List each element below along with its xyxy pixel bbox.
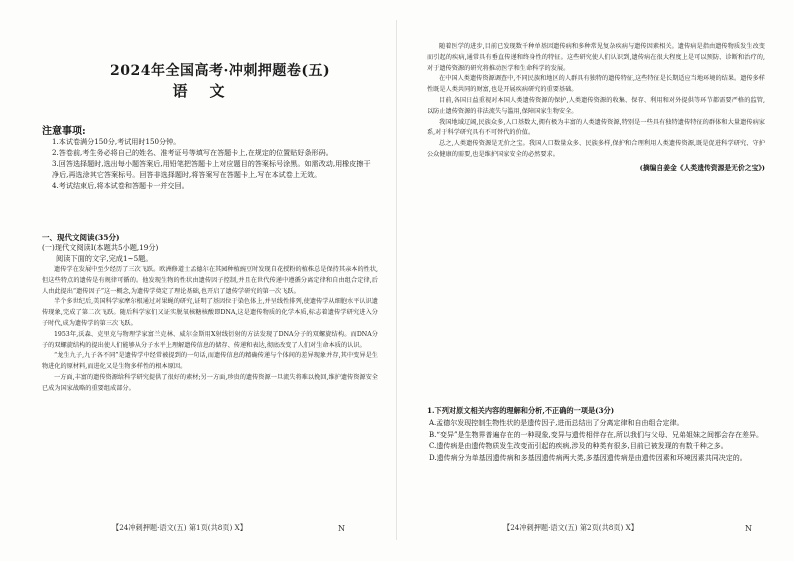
passage-paragraph: 随着医学的进步,目前已发现数千种单基因遗传病和多种常见复杂疾病与遗传因素相关。遗传病是指由遗传物质发生改变而引起的疾病,通常具有垂直传递和终身性的特征。这些研究使人们认识到,遗传病在很大程度上是可以预防、诊断和治疗的,对于遗传资源的研究将推动医学和生命科学的发展。 xyxy=(427,43,765,72)
option-b: B.“变异”是生物界普遍存在的一种现象,变异与遗传相伴存在,所以我们与父母、兄弟姐妹之间都会存在差异。 xyxy=(429,430,763,439)
section-heading: 一、现代文阅读(35分) xyxy=(42,233,120,242)
reading-passage-part-1 xyxy=(42,265,378,395)
option-a: A.孟德尔发现控制生物性状的是遗传因子,进而总结出了分离定律和自由组合定律。 xyxy=(429,419,684,427)
passage-source: (摘编自姜金《人类遗传资源是无价之宝》) xyxy=(639,163,765,172)
subsection-heading: (一)现代文阅读Ⅰ(本题共5小题,19分) xyxy=(42,243,159,252)
corner-mark: N xyxy=(745,524,752,533)
passage-paragraph: 1953年,沃森、克里克与物理学家富兰克林、威尔金斯用X射线衍射的方法发现了DNA分子的双螺旋结构。而DNA分子的双螺旋结构的提出使人们能够从分子水平上理解遗传信息的储存、传递和表达,彻底改变了人们对生命本质的认识。 xyxy=(42,330,378,349)
corner-mark: N xyxy=(338,524,345,533)
passage-paragraph: 半个多世纪后,美国科学家摩尔根通过对果蝇的研究,证明了基因位于染色体上,并呈线性排列,使遗传学从细胞水平认识遗传现象,完成了第二次飞跃。随后科学家们又证实脱氧核糖核酸即DNA,这是遗传物质的化学本质,标志着遗传学研究进入分子时代,成为遗传学的第三次飞跃。 xyxy=(42,298,378,327)
page-footer: 【24冲刺押题·语文(五) 第1页(共8页) X】 xyxy=(112,523,247,532)
notice-item: 1.本试卷满分150分,考试用时150分钟。 xyxy=(52,137,181,146)
passage-paragraph: 总之,人类遗传资源是无价之宝。我国人口数量众多、民族多样,保护和合理利用人类遗传资源,既是促进科学研究、守护公众健康的需要,也是维护国家安全的必然要求。 xyxy=(427,140,765,158)
notice-item: 4.考试结束后,将本试卷和答题卡一并交回。 xyxy=(52,181,189,190)
exam-title: 2024年全国高考·冲刺押题卷(五) xyxy=(110,63,331,79)
passage-paragraph: 目前,各国日益重视对本国人类遗传资源的保护,人类遗传资源的收集、保存、利用和对外提供等环节都需要严格的监管,以防止遗传资源的非法流失与滥用,保障国家生物安全。 xyxy=(427,96,765,115)
passage-paragraph: 遗传学在发展中至少经历了三次飞跃。欧洲修道士孟德尔在其园种植豌豆时发现自花授粉的植株总是保持其亲本的性状,但这些特点的遗传是有规律可循的。他发现生物的性状由遗传因子控制,并且在世代传递中遵循分离定律和自由组合定律,后人由此提出“遗传因子”这一概念,为遗传学奠定了理论基础,也开启了遗传学研究的第一次飞跃。 xyxy=(42,266,378,295)
reading-passage-part-2 xyxy=(427,42,765,174)
notice-item: 2.答卷前,考生务必将自己的姓名、准考证号等填写在答题卡上,在规定的位置贴好条形码。 xyxy=(52,148,333,157)
reading-instruction: 阅读下面的文字,完成1~5题。 xyxy=(56,254,153,263)
passage-paragraph: 我国地域辽阔,民族众多,人口基数大,拥有极为丰富的人类遗传资源,特别是一些具有独特遗传特征的群体和大量遗传病家系,对于科学研究具有不可替代的价值。 xyxy=(427,118,765,137)
passage-paragraph: 一方面,丰富的遗传资源给科学研究提供了很好的素材;另一方面,珍贵的遗传资源一旦流失将难以挽回,维护遗传资源安全已成为国家战略的重要组成部分。 xyxy=(42,373,378,392)
passage-paragraph: 在中国人类遗传资源调查中,不同民族和地区的人群具有独特的遗传特征,这些特征是长期适应当地环境的结果。遗传多样性既是人类共同的财富,也是开展疾病研究的重要基础。 xyxy=(427,75,765,94)
subject-title: 语文 xyxy=(172,82,247,100)
question-1 xyxy=(427,405,767,464)
page-footer: 【24冲刺押题·语文(五) 第2页(共8页) X】 xyxy=(503,523,638,532)
notice-item: 3.回答选择题时,选出每小题答案后,用铅笔把答题卡上对应题目的答案标号涂黑。如需改动,用橡皮擦干净后,再选涂其它答案标号。回答非选择题时,将答案写在答题卡上,写在本试卷上无效。 xyxy=(52,159,371,179)
passage-paragraph: “龙生九子,九子各不同”是遗传学中经常被提到的一句话,而遗传信息的精确传递与个体间的差异现象并存,其中变异是生物进化的原材料,而进化又是生物多样性的根本原因。 xyxy=(42,352,378,371)
notice-heading: 注意事项: xyxy=(42,126,86,137)
option-c: C.遗传病是由遗传物质发生改变而引起的疾病,涉及的种类有很多,目前已被发现的有数千种之多。 xyxy=(429,442,728,450)
right-page xyxy=(397,0,794,561)
notice-list xyxy=(52,136,377,191)
question-stem: 1.下列对原文相关内容的理解和分析,不正确的一项是(3分) xyxy=(427,406,615,415)
option-d: D.遗传病分为单基因遗传病和多基因遗传病两大类,多基因遗传病是由遗传因素和环境因素共同决定的。 xyxy=(429,453,747,462)
